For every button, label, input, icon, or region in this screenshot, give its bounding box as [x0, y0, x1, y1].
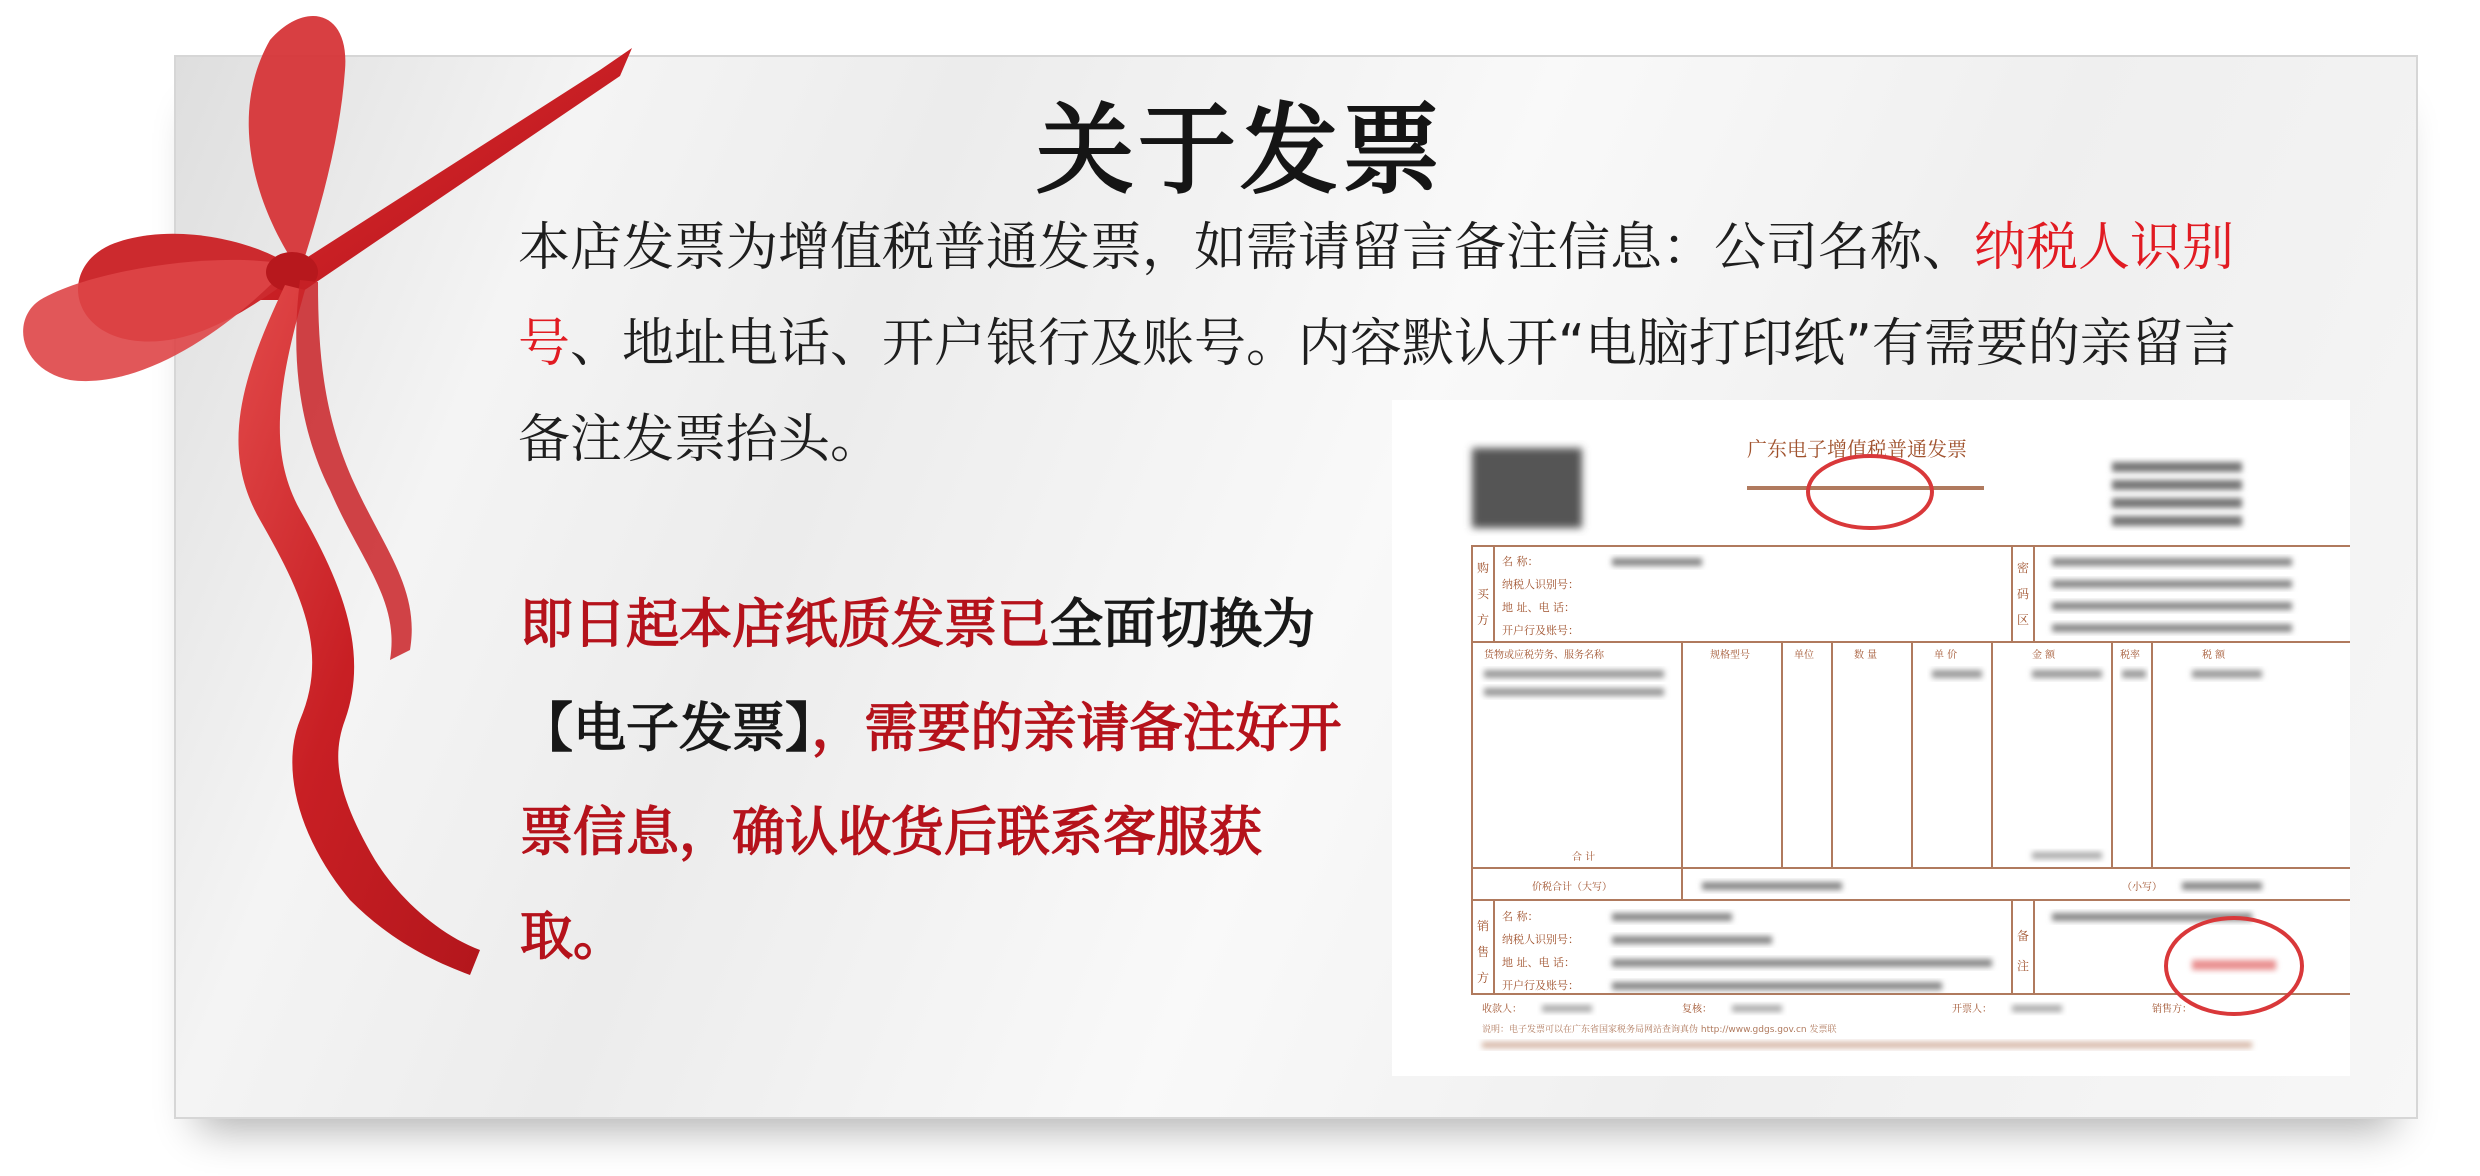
notice-red-2: ，需要的亲请备注好开票信息，确认收货后联系客服获取。 — [520, 697, 1342, 967]
invoice-heading: 广东电子增值税普通发票 — [1747, 437, 1967, 461]
amount-blur — [2032, 670, 2102, 678]
reviewer-blur — [1732, 1005, 1782, 1012]
ribbon-tail-long — [238, 285, 480, 975]
footer-note: 说明：电子发票可以在广东省国家税务局网站查询真伪 http://www.gdgs.gov.cn 发票联 — [1482, 1025, 1837, 1035]
svg-text:规格型号: 规格型号 — [1710, 650, 1750, 661]
seller-blur-4 — [1612, 982, 1942, 990]
small-amount-blur — [2182, 882, 2262, 890]
intro-text-1: 本店发票为增值税普通发票，如需请留言备注信息：公司名称、 — [518, 218, 1975, 278]
pwd-blur-2 — [2052, 580, 2292, 588]
svg-text:纳税人识别号：: 纳税人识别号： — [1502, 578, 1579, 591]
svg-text:货物或应税劳务、服务名称: 货物或应税劳务、服务名称 — [1484, 650, 1604, 661]
footer-note-blur — [1482, 1042, 2252, 1048]
qr-code-blurred — [1472, 448, 1582, 528]
issuer-blur — [2012, 1005, 2062, 1012]
svg-text:纳税人识别号：: 纳税人识别号： — [1502, 933, 1579, 946]
tax-total-label: 价税合计（大写） — [1532, 882, 1612, 893]
svg-text:注: 注 — [2017, 959, 2030, 973]
tax-blur — [2192, 670, 2262, 678]
svg-text:售: 售 — [1477, 945, 1490, 959]
code-blur-4 — [2112, 516, 2242, 526]
svg-text:开户行及账号：: 开户行及账号： — [1502, 979, 1579, 992]
code-blur-3 — [2112, 498, 2242, 508]
svg-text:方: 方 — [1477, 971, 1490, 985]
invoice-sample-image — [1392, 400, 2350, 1076]
svg-text:码: 码 — [2017, 587, 2030, 601]
svg-text:购: 购 — [1477, 561, 1490, 575]
intro-text-2: 、地址电话、开户银行及账号。内容默认开“电脑打印纸”有需要的亲留言备注发票抬头。 — [518, 314, 2236, 470]
pwd-blur-4 — [2052, 624, 2292, 632]
notice-red-1: 即日起本店纸质发票已 — [520, 593, 1050, 655]
svg-text:数 量: 数 量 — [1854, 650, 1878, 661]
svg-text:区: 区 — [2017, 613, 2030, 627]
header-stamp — [1808, 456, 1932, 528]
svg-text:名 称：: 名 称： — [1502, 910, 1539, 923]
svg-text:税 额: 税 额 — [2202, 650, 2226, 661]
svg-text:名 称：: 名 称： — [1502, 555, 1539, 568]
total-label: 合 计 — [1572, 852, 1596, 863]
svg-text:开户行及账号：: 开户行及账号： — [1502, 624, 1579, 637]
price-blur — [1932, 670, 1982, 678]
intro-highlight-taxid: 纳税人识别号 — [518, 218, 2235, 374]
small-amount-label: （小写） — [2122, 882, 2162, 893]
rate-blur — [2122, 670, 2146, 678]
svg-text:开票人：: 开票人： — [1952, 1004, 1992, 1015]
svg-text:单位: 单位 — [1794, 650, 1814, 661]
invoice-table — [1472, 546, 2350, 994]
svg-text:方: 方 — [1477, 613, 1490, 627]
item-blur-1 — [1484, 670, 1664, 678]
item-blur-2 — [1484, 688, 1664, 696]
e-invoice-notice — [520, 572, 1356, 988]
pwd-blur-3 — [2052, 602, 2292, 610]
page-title: 关于发票 — [1035, 93, 1444, 208]
svg-text:税率: 税率 — [2120, 650, 2140, 661]
ribbon-loop-left-outer — [23, 260, 290, 381]
svg-text:复核：: 复核： — [1682, 1004, 1712, 1015]
svg-text:销售方：: 销售方： — [2152, 1004, 2192, 1015]
svg-text:单 价: 单 价 — [1934, 650, 1958, 661]
buyer-field-labels — [1502, 555, 1579, 992]
code-blur-2 — [2112, 480, 2242, 490]
svg-text:地 址、电 话：: 地 址、电 话： — [1502, 956, 1575, 969]
svg-text:密: 密 — [2017, 561, 2030, 575]
stamp-text-blur — [2192, 960, 2276, 970]
pwd-blur-1 — [2052, 558, 2292, 566]
seller-blur-3 — [1612, 959, 1992, 967]
svg-text:地 址、电 话：: 地 址、电 话： — [1502, 601, 1575, 614]
buyer-value-blur — [1612, 558, 1702, 566]
invoice-drawing — [1392, 400, 2350, 1076]
notice-black-1: 全面切换为【电子发票】 — [520, 593, 1315, 759]
svg-text:销: 销 — [1477, 919, 1490, 933]
column-headers — [1484, 648, 2226, 661]
seller-blur-2 — [1612, 936, 1772, 944]
svg-text:金 额: 金 额 — [2032, 650, 2056, 661]
svg-text:备: 备 — [2017, 929, 2030, 943]
svg-text:收款人：: 收款人： — [1482, 1004, 1522, 1015]
svg-text:买: 买 — [1477, 587, 1490, 601]
code-blur-1 — [2112, 462, 2242, 472]
seller-blur-1 — [1612, 913, 1732, 921]
total-blur — [2032, 852, 2102, 859]
payee-blur — [1542, 1005, 1592, 1012]
tax-total-blur — [1702, 882, 1842, 890]
